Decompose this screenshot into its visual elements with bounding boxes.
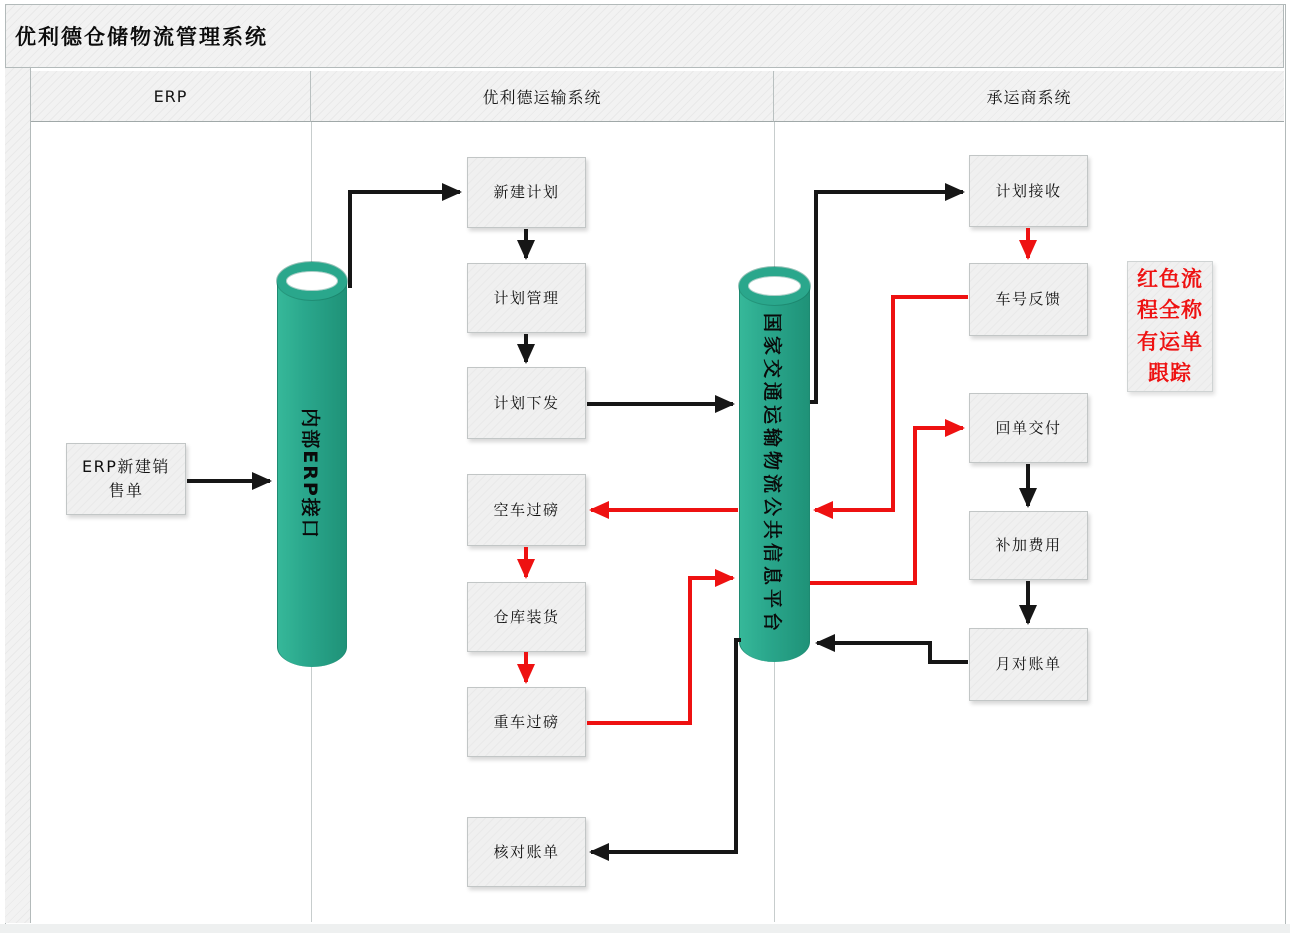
lane-header-erp — [31, 71, 311, 122]
node-plan-receive[interactable] — [969, 155, 1088, 227]
node-label: 核对账单 — [493, 842, 560, 861]
node-extra-charge[interactable] — [969, 511, 1088, 580]
page-title: 优利德仓储物流管理系统 — [15, 25, 268, 49]
node-label: 月对账单 — [995, 655, 1062, 674]
node-label: 回单交付 — [995, 418, 1062, 437]
node-label: 补加费用 — [995, 536, 1062, 555]
node-label: 重车过磅 — [493, 712, 560, 731]
annotation-label: 红色流程全称有运单跟踪 — [1137, 266, 1203, 385]
node-verify-bill[interactable] — [467, 817, 586, 887]
node-label: 车号反馈 — [995, 290, 1062, 309]
node-new-plan[interactable] — [467, 157, 586, 228]
node-label: 计划接收 — [995, 181, 1062, 200]
node-label: 新建计划 — [493, 183, 560, 202]
node-plan-manage[interactable] — [467, 263, 586, 333]
node-label: 仓库装货 — [493, 607, 560, 626]
node-empty-truck-weigh[interactable] — [467, 474, 586, 546]
diagram-title-band — [5, 4, 1284, 68]
node-truck-no-feedback[interactable] — [969, 263, 1088, 336]
node-monthly-statement[interactable] — [969, 628, 1088, 701]
lane-header-label: 优利德运输系统 — [482, 87, 602, 107]
bottom-margin — [0, 924, 1290, 933]
node-label: ERP新建销售单 — [82, 457, 170, 500]
annotation-red-flow-note[interactable] — [1127, 261, 1213, 392]
node-loaded-truck-weigh[interactable] — [467, 687, 586, 757]
lane-header-label: ERP — [153, 86, 188, 106]
node-label: 空车过磅 — [493, 500, 560, 519]
lane-header-transport-system — [311, 71, 774, 122]
node-receipt-delivery[interactable] — [969, 393, 1088, 463]
node-label: 计划管理 — [493, 288, 560, 307]
node-erp-new-sales-order[interactable] — [66, 443, 186, 515]
node-warehouse-loading[interactable] — [467, 582, 586, 652]
cylinder-label-internal-erp: 内部ERP接口 — [299, 408, 322, 540]
node-plan-dispatch[interactable] — [467, 367, 586, 439]
left-phase-strip — [5, 68, 31, 923]
diagram-frame — [5, 4, 1286, 925]
cylinder-label-national-platform: 国家交通运输物流公共信息平台 — [761, 312, 784, 635]
lane-header-carrier-system — [774, 71, 1284, 122]
node-label: 计划下发 — [493, 393, 560, 412]
lane-header-label: 承运商系统 — [986, 87, 1072, 107]
